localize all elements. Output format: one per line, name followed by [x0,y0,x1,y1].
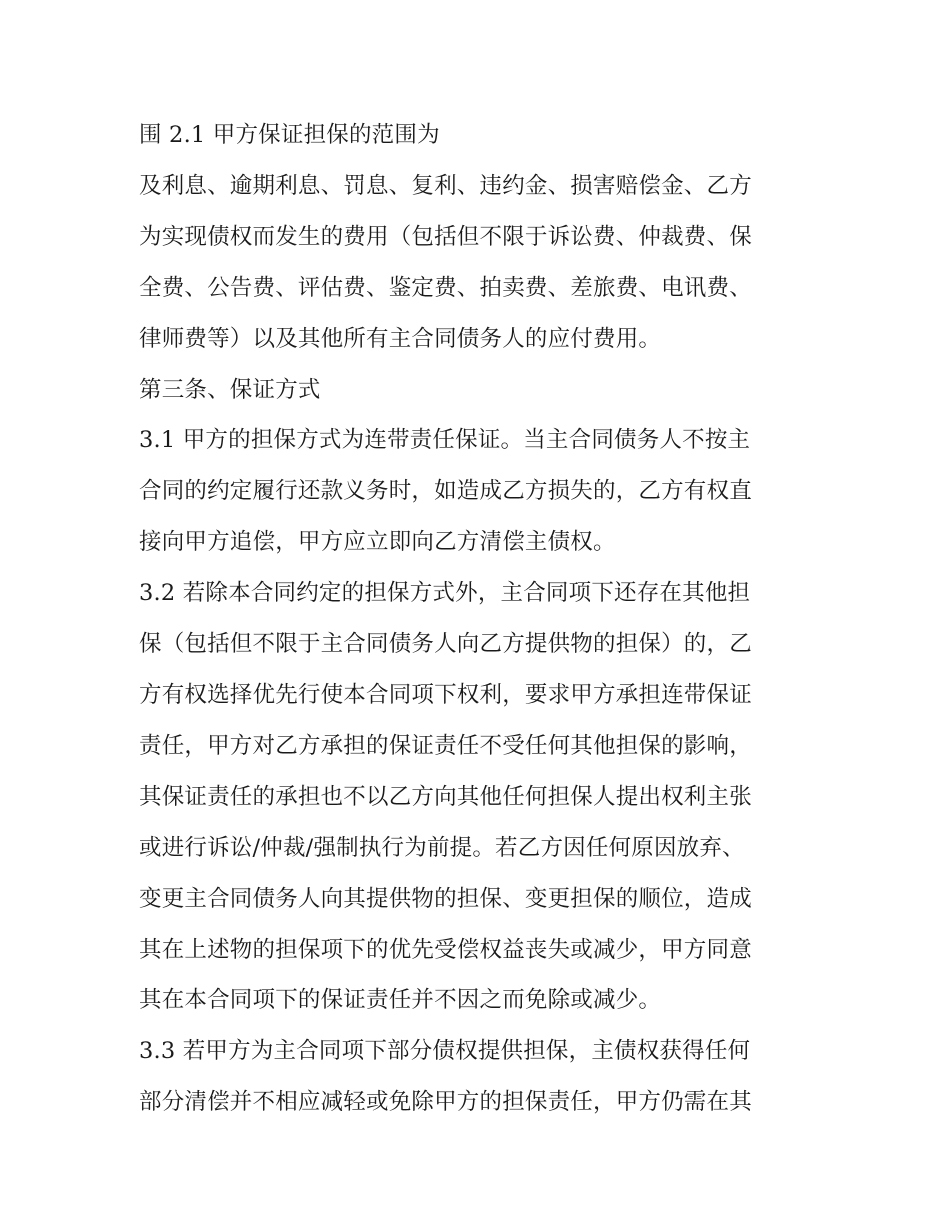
clause-3-2-line: 3.2 若除本合同约定的担保方式外，主合同项下还存在其他担 [139,580,751,607]
text-line: 或进行诉讼/仲裁/强制执行为前提。若乙方因任何原因放弃、 [139,834,745,861]
text-line: 部分清偿并不相应减轻或免除甲方的担保责任，甲方仍需在其 [139,1089,752,1116]
text-line: 其在上述物的担保项下的优先受偿权益丧失或减少，甲方同意 [139,936,752,963]
clause-3-1-line: 3.1 甲方的担保方式为连带责任保证。当主合同债务人不按主 [139,427,751,454]
text-line: 责任，甲方对乙方承担的保证责任不受任何其他担保的影响， [139,732,752,759]
article-heading: 第三条、保证方式 [139,376,321,403]
document-body [139,110,819,1128]
text-line: 及利息、逾期利息、罚息、复利、违约金、损害赔偿金、乙方 [139,172,752,199]
text-line: 合同的约定履行还款义务时，如造成乙方损失的，乙方有权直 [139,478,752,505]
text-line: 保（包括但不限于主合同债务人向乙方提供物的担保）的，乙 [139,631,752,658]
text-line: 变更主合同债务人向其提供物的担保、变更担保的顺位，造成 [139,885,752,912]
text-line: 全费、公告费、评估费、鉴定费、拍卖费、差旅费、电讯费、 [139,274,752,301]
section-heading-line: 围 2.1 甲方保证担保的范围为 [139,122,440,148]
text-line: 接向甲方追偿，甲方应立即向乙方清偿主债权。 [139,529,616,556]
clause-3-3-line: 3.3 若甲方为主合同项下部分债权提供担保，主债权获得任何 [139,1038,751,1065]
text-line: 其保证责任的承担也不以乙方向其他任何担保人提出权利主张 [139,783,752,810]
text-line: 律师费等）以及其他所有主合同债务人的应付费用。 [139,325,662,352]
text-line: 为实现债权而发生的费用（包括但不限于诉讼费、仲裁费、保 [139,223,752,250]
text-line: 方有权选择优先行使本合同项下权利，要求甲方承担连带保证 [139,681,752,708]
text-line: 其在本合同项下的保证责任并不因之而免除或减少。 [139,987,662,1014]
